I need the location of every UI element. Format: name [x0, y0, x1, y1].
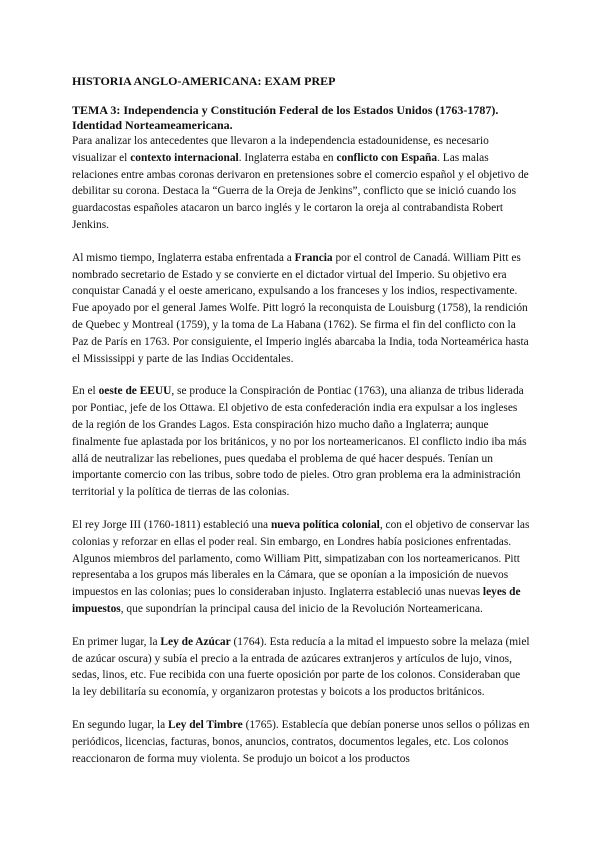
text-run: . Inglaterra estaba en: [238, 151, 337, 164]
text-run: . Las malas relaciones entre ambas coronas derivaron en pretensiones sobre el comercio español y el objetivo de debilitar su corona. Destaca la “Guerra de la Oreja de Jenkins”, conflicto que se inició cuando los guardacostas españoles atacaron un barco inglés y le cortaron la oreja al contrabandista Robert Jenkins.: [72, 151, 529, 231]
bold-term: Ley del Timbre: [168, 718, 243, 731]
text-run: En primer lugar, la: [72, 635, 161, 648]
paragraph: [72, 250, 530, 368]
paragraph: [72, 517, 530, 618]
bold-term: conflicto con España: [336, 151, 438, 164]
bold-term: Francia: [294, 251, 333, 264]
bold-term: contexto internacional: [130, 151, 239, 164]
document-title: HISTORIA ANGLO-AMERICANA: EXAM PREP: [72, 74, 336, 88]
bold-term: nueva política colonial: [270, 518, 380, 531]
text-run: (1765). Establecía que debían ponerse unos sellos o pólizas en periódicos, licencias, facturas, bonos, anuncios, contratos, documentos legales, etc. Los colonos reaccionaron de forma muy violenta. Se produjo un boicot a los productos: [72, 718, 530, 765]
text-run: , que supondrían la principal causa del inicio de la Revolución Norteamericana.: [120, 602, 483, 615]
text-run: (1764). Esta reducía a la mitad el impuesto sobre la melaza (miel de azúcar oscura) y subía el precio a la entrada de azúcares extranjeros y artículos de lujo, vinos, sedas, linos, etc. Fue recibida con una fuerte oposición por parte de los colonos. Consideraban que la ley debilitaría su economía, y organizaron protestas y boicots a los productos británicos.: [72, 635, 530, 699]
paragraph: [72, 133, 530, 234]
bold-term: leyes de impuestos: [72, 586, 521, 615]
paragraph: [72, 383, 530, 501]
text-run: Para analizar los antecedentes que llevaron a la independencia estadounidense, es necesario visualizar el: [72, 135, 489, 164]
paragraph: [72, 634, 530, 701]
text-run: por el control de Canadá. William Pitt es nombrado secretario de Estado y se convierte en el dictador virtual del Imperio. Su objetivo era conquistar Canadá y el oeste americano, expulsando a los franceses y los indios, respectivamente. Fue apoyado por el general James Wolfe. Pitt logró la reconquista de Louisburg (1758), la rendición de Quebec y Montreal (1759), y la toma de La Habana (1762). Se firma el fin del conflicto con la Paz de París en 1763. Por consiguiente, el Imperio inglés abarcaba la India, toda Norteamérica hasta el Mississippi y parte de las Indias Occidentales.: [72, 251, 529, 365]
bold-term: oeste de EEUU: [98, 385, 172, 398]
document-body: [72, 133, 530, 767]
text-run: En el: [72, 385, 99, 398]
bold-term: Ley de Azúcar: [160, 635, 231, 648]
section-title: TEMA 3: Independencia y Constitución Federal de los Estados Unidos (1763-1787). Identidad Norteameamericana.: [72, 103, 499, 132]
text-run: Al mismo tiempo, Inglaterra estaba enfrentada a: [72, 251, 295, 264]
text-run: El rey Jorge III (1760-1811) estableció una: [72, 518, 271, 531]
text-run: , se produce la Conspiración de Pontiac (1763), una alianza de tribus liderada por Pontiac, jefe de los Ottawa. El objetivo de esta confederación india era expulsar a los ingleses de la región de los Grandes Lagos. Esta conspiración hizo mucho daño a Inglaterra; aunque finalmente fue aplastada por los británicos, y no por los norteamericanos. El conflicto indio iba más allá de neutralizar las rebeliones, pues quedaba el problema de qué hacer después. Tenían un importante comercio con las tribus, sobre todo de pieles. Otro gran problema era la administración territorial y la política de tierras de las colonias.: [72, 385, 527, 499]
paragraph: [72, 717, 530, 767]
text-run: En segundo lugar, la: [72, 718, 169, 731]
text-run: , con el objetivo de conservar las colonias y reforzar en ellas el poder real. Sin embargo, en Londres había posiciones enfrentadas. Algunos miembros del parlamento, como William Pitt, simpatizaban con los norteamericanos. Pitt representaba a los grupos más liberales en la Cámara, que se oponían a la imposición de nuevos impuestos en las colonias; pues lo consideraban injusto. Inglaterra estableció unas nuevas: [72, 518, 530, 599]
